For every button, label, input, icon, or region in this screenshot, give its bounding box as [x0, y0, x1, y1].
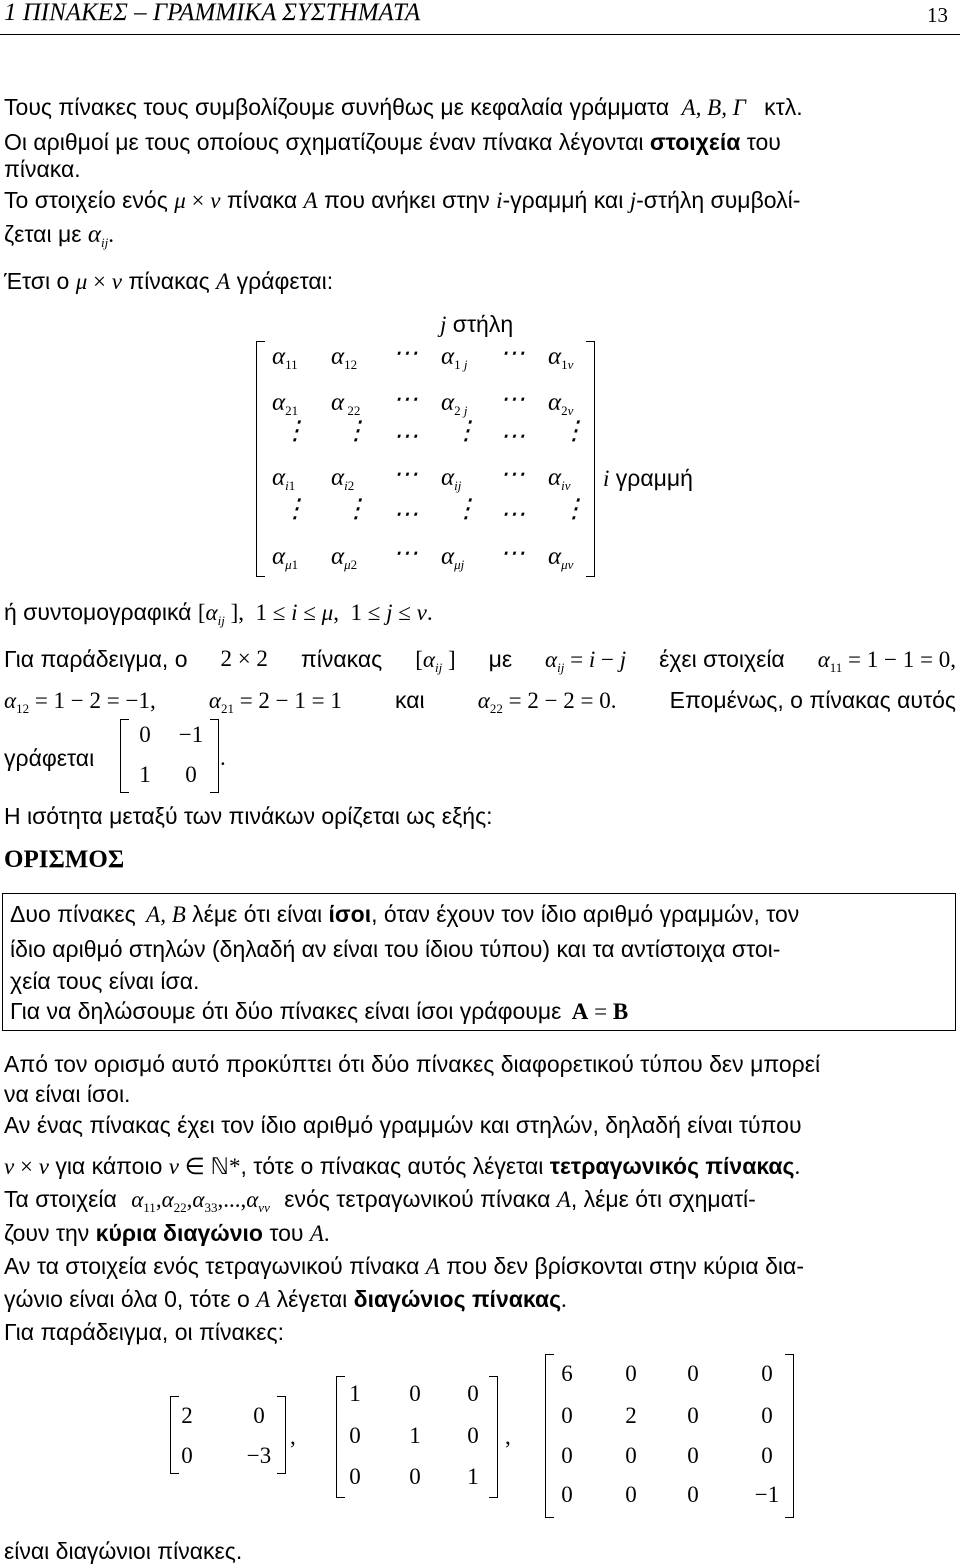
matrix-entry: 0: [687, 1403, 699, 1428]
matrix-entry: 1: [467, 1464, 479, 1489]
matrix-entry: 0: [253, 1403, 265, 1428]
intro-line-2: Οι αριθμοί με τους οποίους σχηματίζουμε έναν πίνακα λέγονται στοιχεία του: [4, 129, 781, 155]
dots: ⋯: [500, 461, 525, 488]
matrix-entry: 2: [181, 1403, 193, 1428]
page-number: 13: [927, 3, 948, 27]
matrix-entry: $\alpha_{12}$: [331, 343, 358, 372]
example-line-1: Για παράδειγμα, ο 2 × 2 πίνακας [$\alpha_{ij}$ ] με $\alpha_{ij} = i - j$ έχει στοιχεία $\alpha_{11} = 1 - 1 = 0$,: [4, 646, 956, 675]
definition-line-4: Για να δηλώσουμε ότι δύο πίνακες είναι ίσοι γράφουμε Α = Β: [10, 998, 629, 1024]
matrix-entry: 6: [561, 1361, 573, 1386]
matrix-entry: α $_{22}$: [331, 389, 361, 418]
intro-line-1: Τους πίνακες τους συμβολίζουμε συνήθως με κεφαλαία γράμματα Α, Β, Γ κτλ.: [4, 94, 803, 120]
matrix-entry: 0: [761, 1443, 773, 1468]
matrix-entry: 0: [761, 1403, 773, 1428]
dots: ⋯: [393, 340, 418, 367]
matrix-entry: 0: [349, 1464, 361, 1489]
matrix-entry: 0: [467, 1381, 479, 1406]
example-line-3: γράφεται: [4, 745, 95, 771]
matrix-entry: 1: [349, 1381, 361, 1406]
matrix-entry: 0: [761, 1361, 773, 1386]
matrix-entry: 1: [409, 1423, 421, 1448]
paragraph-2b: ν × ν για κάποιο ν ∈ ℕ*, τότε ο πίνακας αυτός λέγεται τετραγωνικός πίνακας.: [4, 1153, 801, 1179]
dots: ⋯: [393, 386, 418, 413]
paragraph-4b: γώνιο είναι όλα 0, τότε ο Α λέγεται διαγώνιος πίνακας.: [4, 1286, 567, 1312]
definition-line-2: ίδιο αριθμό στηλών (δηλαδή αν είναι του ίδιου τύπου) και τα αντίστοιχα στοι-: [10, 936, 781, 962]
matrix-entry: $\alpha_{21}$: [272, 389, 299, 418]
matrix-entry: 0: [181, 1443, 193, 1468]
shorthand-line: ή συντομογραφικά [$\alpha_{ij}$ ], 1 ≤ i ≤ μ, 1 ≤ j ≤ ν.: [4, 599, 433, 628]
matrix-entry: 0: [349, 1423, 361, 1448]
example-line-2: $\alpha_{12} = 1 - 2 = -1$, $\alpha_{21} = 2 - 1 = 1$ και $\alpha_{22} = 2 - 2 = 0$. Επομένως, ο πίνακας αυτός: [4, 687, 956, 716]
matrix-entry: $\alpha_{2\nu}$: [548, 389, 574, 418]
matrix-entry: 0: [561, 1403, 573, 1428]
matrix-entry: $\alpha_{\mu\nu}$: [548, 543, 574, 572]
matrix-entry: 0: [185, 762, 197, 787]
page-header: [0, 0, 960, 38]
matrix-entry: $\alpha_{i\nu}$: [548, 464, 571, 493]
matrix-entry: 0: [561, 1443, 573, 1468]
matrix-entry: $\alpha_{\mu j}$: [441, 543, 465, 572]
matrix-entry: 0: [561, 1482, 573, 1507]
intro-line-3: πίνακα.: [4, 156, 81, 182]
matrix-entry: 1: [139, 762, 151, 787]
matrix-entry: 0: [139, 722, 151, 747]
dots: ⋯: [500, 386, 525, 413]
diag-matrix-3-right: [785, 1354, 794, 1518]
definition-line-1: Δυο πίνακες Α, Β λέμε ότι είναι ίσοι, όταν έχουν τον ίδιο αριθμό γραμμών, τον: [10, 901, 800, 927]
intro-line-6: Έτσι ο μ × ν πίνακας Α γράφεται:: [4, 268, 334, 294]
paragraph-1a: Από τον ορισμό αυτό προκύπτει ότι δύο πίνακες διαφορετικού τύπου δεν μπορεί: [4, 1051, 821, 1077]
chapter-title: 1 ΠΙΝΑΚΕΣ – ΓΡΑΜΜΙΚΑ ΣΥΣΤΗΜΑΤΑ: [4, 0, 421, 26]
paragraph-6: είναι διαγώνιοι πίνακες.: [4, 1538, 243, 1564]
matrix-entry: $\alpha_{\mu 2}$: [331, 543, 358, 572]
matrix-entry: $\alpha_{ij}$: [441, 464, 462, 493]
intro-line-5: ζεται με $\alpha_{ij}$.: [4, 221, 114, 250]
dots: ⋯: [393, 461, 418, 488]
diag-matrix-1-right: [277, 1396, 286, 1474]
equality-intro: Η ισότητα μεταξύ των πινάκων ορίζεται ως εξής:: [4, 803, 493, 829]
paragraph-2a: Αν ένας πίνακας έχει τον ίδιο αριθμό γραμμών και στηλών, δηλαδή είναι τύπου: [4, 1112, 802, 1138]
row-label: i γραμμή: [603, 465, 693, 491]
paragraph-1b: να είναι ίσοι.: [4, 1081, 131, 1107]
matrix-entry: 0: [625, 1361, 637, 1386]
matrix-right-bracket: [586, 341, 595, 577]
matrix-entry: $\alpha_{2 j}$: [441, 389, 468, 418]
matrix-entry: $\alpha_{i1}$: [272, 464, 296, 493]
matrix-entry: $\alpha_{i2}$: [331, 464, 355, 493]
matrix-entry: −3: [246, 1443, 272, 1468]
header-rule: [0, 34, 960, 35]
column-label: j στήλη: [440, 311, 514, 337]
paragraph-4a: Αν τα στοιχεία ενός τετραγωνικού πίνακα Α που δεν βρίσκονται στην κύρια δια-: [4, 1253, 804, 1279]
matrix-entry: 0: [409, 1464, 421, 1489]
definition-heading: ΟΡΙΣΜΟΣ: [4, 846, 125, 873]
matrix-entry: 0: [687, 1361, 699, 1386]
matrix-entry: $\alpha_{1\nu}$: [548, 343, 574, 372]
matrix-entry: $\alpha_{1 j}$: [441, 343, 468, 372]
matrix-entry: 0: [467, 1423, 479, 1448]
matrix-entry: 2: [625, 1403, 637, 1428]
matrix-entry: 0: [625, 1443, 637, 1468]
intro-line-4: Το στοιχείο ενός μ × ν πίνακα Α που ανήκει στην i-γραμμή και j-στήλη συμβολί-: [4, 187, 801, 213]
matrix-entry: 0: [409, 1381, 421, 1406]
paragraph-3a: Τα στοιχεία $\alpha_{11},\alpha_{22},\alpha_{33},...,\alpha_{\nu\nu}$ ενός τετραγωνικού πίνακα Α, λέμε ότι σχηματί-: [4, 1186, 756, 1215]
matrix-left-bracket: [256, 341, 265, 577]
paragraph-3b: ζουν την κύρια διαγώνιο του Α.: [4, 1220, 330, 1246]
matrix-entry: $\alpha_{\mu 1}$: [272, 543, 299, 572]
paragraph-5: Για παράδειγμα, οι πίνακες:: [4, 1319, 284, 1345]
matrix-entry: 0: [687, 1482, 699, 1507]
dots: ⋯: [500, 340, 525, 367]
matrix-entry: $\alpha_{11}$: [272, 343, 298, 372]
matrix-entry: −1: [178, 722, 204, 747]
matrix-entry: 0: [687, 1443, 699, 1468]
matrix-entry: 0: [625, 1482, 637, 1507]
definition-line-3: χεία τους είναι ίσα.: [10, 968, 200, 994]
example-matrix-right: [210, 719, 219, 793]
diag-matrix-2-right: [489, 1376, 498, 1498]
dots: ⋯: [393, 540, 418, 567]
matrix-entry: −1: [754, 1482, 780, 1507]
example-matrix-left: [120, 719, 129, 793]
dots: ⋯: [500, 540, 525, 567]
